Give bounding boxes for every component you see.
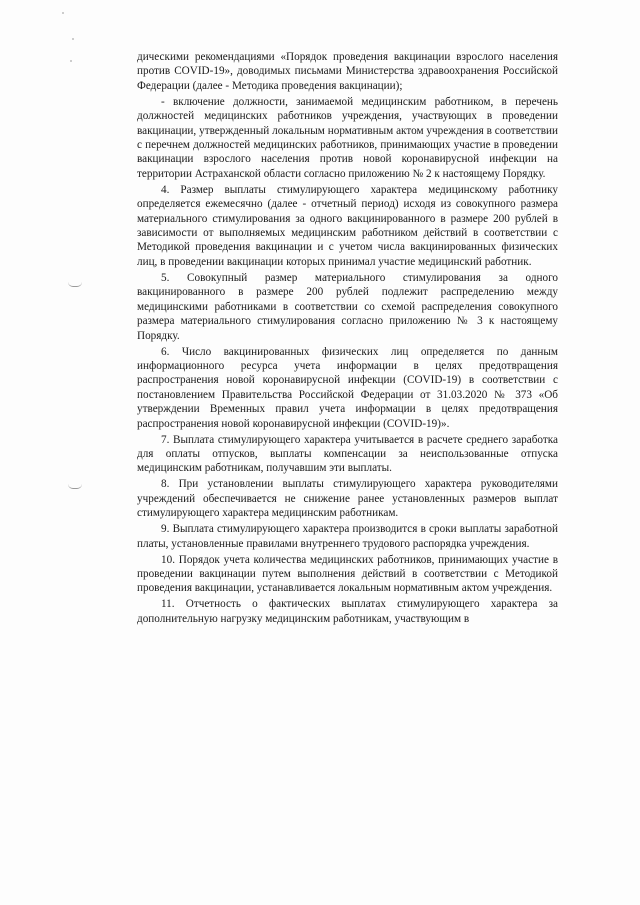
paragraph-8: 8. При установлении выплаты стимулирующего характера руководителями учреждений обеспечивается не снижение ранее установленных размеров выплат стимулирующего характера медицинским работникам.	[137, 478, 558, 520]
punch-hole-mark	[68, 484, 82, 489]
scan-speck	[62, 12, 64, 14]
paragraph-list-item: - включение должности, занимаемой медицинским работником, в перечень должностей медицинских работников учреждения, участвующих в проведении вакцинации, утвержденный локальным нормативным актом учреждения в соответствии с перечнем должностей медицинских работников, принимающих участие в проведении вакцинации взрослого населения против новой коронавирусной инфекции на территории Астраханской области согласно приложению № 2 к настоящему Порядку.	[137, 95, 558, 180]
document-body	[137, 50, 558, 628]
paragraph-4: 4. Размер выплаты стимулирующего характера медицинскому работнику определяется ежемесячно (далее - отчетный период) исходя из совокупного размера материального стимулирования за одного вакцинированного в размере 200 рублей в зависимости от выполняемых медицинским работником действий в соответствии с Методикой проведения вакцинации и с учетом числа вакцинированных физических лиц, в проведении вакцинации которых принимал участие медицинский работник.	[137, 183, 558, 268]
paragraph-7: 7. Выплата стимулирующего характера учитывается в расчете среднего заработка для оплаты отпусков, выплаты компенсации за неиспользованные отпуска медицинским работникам, получавшим эти выплаты.	[137, 433, 558, 475]
paragraph-5: 5. Совокупный размер материального стимулирования за одного вакцинированного в размере 200 рублей подлежит распределению между медицинскими работниками в соответствии со схемой распределения совокупного размера материального стимулирования согласно приложению № 3 к настоящему Порядку.	[137, 271, 558, 342]
scan-speck	[72, 38, 74, 40]
paragraph-11: 11. Отчетность о фактических выплатах стимулирующего характера за дополнительную нагрузку медицинским работникам, участвующим в	[137, 598, 558, 625]
punch-hole-mark	[68, 282, 82, 287]
paragraph-continuation: дическими рекомендациями «Порядок проведения вакцинации взрослого населения против COVID-19», доводимых письмами Министерства здравоохранения Российской Федерации (далее - Методика проведения вакцинации);	[137, 51, 558, 92]
paragraph-6: 6. Число вакцинированных физических лиц определяется по данным информационного ресурса учета информации в целях предотвращения распространения новой коронавирусной инфекции (COVID-19) в соответствии с постановлением Правительства Российской Федерации от 31.03.2020 № 373 «Об утверждении Временных правил учета информации в целях предотвращения распространения новой коронавирусной инфекции (COVID-19)».	[137, 345, 558, 430]
paragraph-10: 10. Порядок учета количества медицинских работников, принимающих участие в проведении вакцинации путем выполнения действий в соответствии с Методикой проведения вакцинации, устанавливается локальным нормативным актом учреждения.	[137, 553, 558, 595]
paragraph-9: 9. Выплата стимулирующего характера производится в сроки выплаты заработной платы, установленные правилами внутреннего трудового распорядка учреждения.	[137, 523, 558, 550]
scan-speck	[70, 60, 72, 62]
